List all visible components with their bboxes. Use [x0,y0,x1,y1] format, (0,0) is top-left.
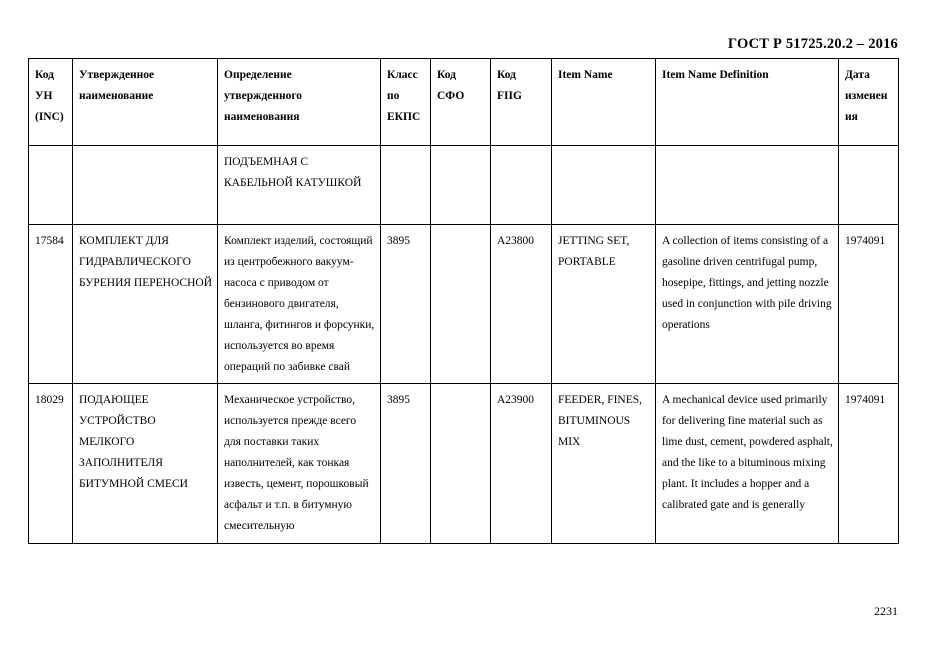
cell-item-name: FEEDER, FINES, BITUMINOUS MIX [552,384,656,543]
header-line: (INC) [35,110,64,123]
cell-definition: Комплект изделий, состоящий из центробежного вакуум-насоса с приводом от бензинового двигателя, шланга, фитингов и форсунки, используется во время операций по забивке свай [218,225,381,384]
table-header-row [29,59,899,146]
header-line: утвержденного [224,89,303,102]
header-line: изменен [845,89,888,102]
header-line: наименование [79,89,154,102]
cell-change-date [839,146,899,225]
cell-sfo [431,225,491,384]
table-container [28,58,898,544]
cell-definition: Механическое устройство, используется прежде всего для поставки таких наполнителей, как тонкая известь, цемент, порошковый асфальт и т.п. в битумную смесительную [218,384,381,543]
cell-change-date: 1974091 [839,384,899,543]
cell-sfo [431,146,491,225]
header-line: Код [437,69,457,81]
cell-inc: 17584 [29,225,73,384]
table-row [29,225,899,384]
column-header-inc [29,59,73,146]
cell-sfo [431,384,491,543]
header-line: Код [35,69,55,81]
header-line: Определение [224,69,292,81]
header-line: Item Name [558,69,613,81]
column-header-ekps [381,59,431,146]
column-header-approved-name [73,59,218,146]
header-line: Утвержденное [79,69,155,81]
column-header-item-name-definition [656,59,839,146]
cell-inc [29,146,73,225]
cell-fiig [491,146,552,225]
cell-ekps: 3895 [381,384,431,543]
header-line: СФО [437,89,465,102]
cell-definition: ПОДЪЕМНАЯ С КАБЕЛЬНОЙ КАТУШКОЙ [218,146,381,225]
header-line: Код [497,69,517,81]
page-number: 2231 [874,604,898,618]
cell-fiig: A23800 [491,225,552,384]
header-line: Класс [387,69,418,81]
cell-item-name [552,146,656,225]
document-header: ГОСТ Р 51725.20.2 – 2016 [727,36,898,52]
column-header-sfo [431,59,491,146]
cell-item-name-definition: A collection of items consisting of a gasoline driven centrifugal pump, hosepipe, fittings, and jetting nozzle used in conjunction with pile driving operations [656,225,839,384]
gost-table [28,58,899,544]
cell-approved-name: ПОДАЮЩЕЕ УСТРОЙСТВО МЕЛКОГО ЗАПОЛНИТЕЛЯ БИТУМНОЙ СМЕСИ [73,384,218,543]
cell-item-name-definition [656,146,839,225]
cell-item-name-definition: A mechanical device used primarily for delivering fine material such as lime dust, cement, powdered asphalt, and the like to a bituminous mixing plant. It includes a hopper and a calibrated gate and is generally [656,384,839,543]
cell-ekps [381,146,431,225]
column-header-item-name [552,59,656,146]
header-line: ия [845,110,858,123]
column-header-change-date [839,59,899,146]
cell-approved-name: КОМПЛЕКТ ДЛЯ ГИДРАВЛИЧЕСКОГО БУРЕНИЯ ПЕРЕНОСНОЙ [73,225,218,384]
table-row [29,146,899,225]
cell-change-date: 1974091 [839,225,899,384]
cell-ekps: 3895 [381,225,431,384]
header-line: ЕКПС [387,110,421,123]
column-header-definition [218,59,381,146]
header-line: FIIG [497,89,522,102]
header-line: наименования [224,110,300,123]
cell-fiig: A23900 [491,384,552,543]
cell-item-name: JETTING SET, PORTABLE [552,225,656,384]
cell-approved-name [73,146,218,225]
header-line: по [387,89,400,102]
column-header-fiig [491,59,552,146]
header-line: Дата [845,69,870,81]
header-line: УН [35,89,53,102]
cell-inc: 18029 [29,384,73,543]
header-line: Item Name Definition [662,69,769,81]
table-row [29,384,899,543]
